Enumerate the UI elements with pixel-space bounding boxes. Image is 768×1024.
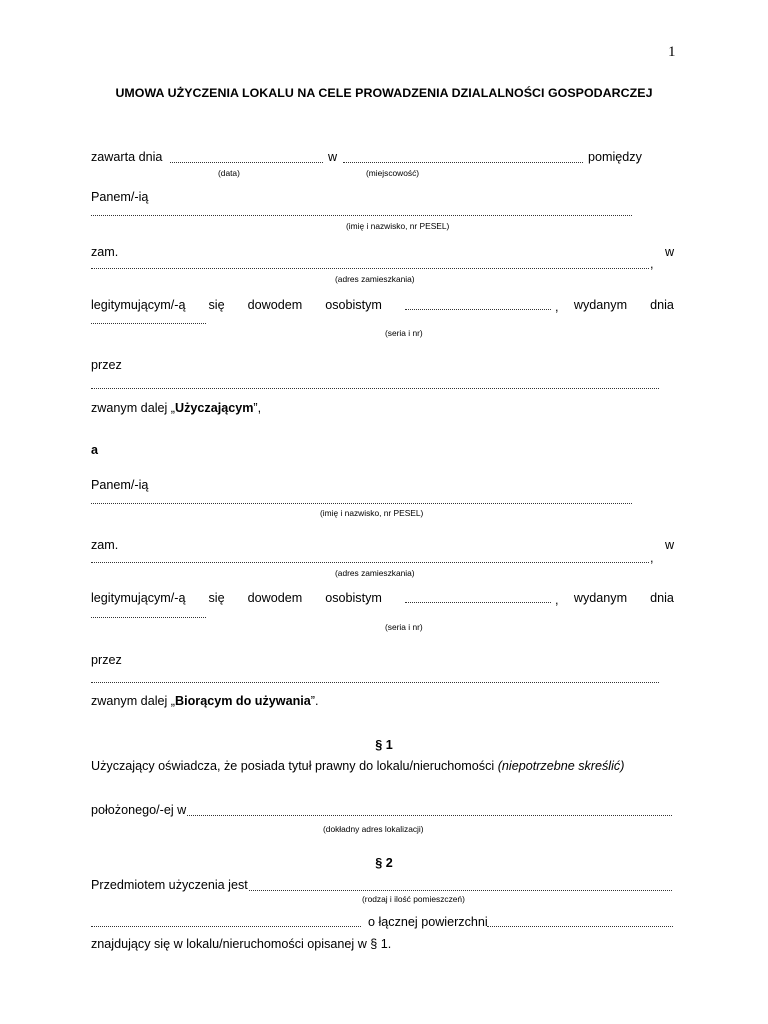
party2-id-row: [91, 591, 674, 605]
party1-id-number-field[interactable]: [405, 298, 551, 310]
party2-address-field[interactable]: [91, 562, 649, 563]
party1-address-caption: (adres zamieszkania): [335, 274, 415, 284]
section2-located-text: znajdujący się w lokalu/nieruchomości opisanej w § 1.: [91, 937, 392, 951]
party2-w-label: w: [665, 538, 675, 552]
party1-role: Użyczającym: [175, 401, 254, 415]
pomiedzy-label: pomiędzy: [588, 150, 642, 164]
party1-id-caption: (seria i nr): [385, 328, 423, 338]
section1-located-label: położonego/-ej w: [91, 803, 187, 817]
party2-wydanym-label: wydanym: [573, 591, 628, 605]
section2-rooms-field-continued[interactable]: [91, 926, 361, 927]
party1-represented-field[interactable]: [91, 388, 659, 389]
party2-panem-label: Panem/-ią: [91, 478, 149, 492]
party2-id-caption: (seria i nr): [385, 622, 423, 632]
party1-przez-label: przez: [91, 358, 122, 372]
section1-address-field[interactable]: [187, 815, 672, 816]
party1-id-word: legitymującym/-ą: [91, 298, 186, 312]
party1-dnia-label: dnia: [650, 298, 674, 312]
party2-id-number-field[interactable]: [405, 591, 551, 603]
party2-name-caption: (imię i nazwisko, nr PESEL): [320, 508, 424, 518]
party1-wydanym-label: wydanym: [573, 298, 628, 312]
party2-id-word: legitymującym/-ą: [91, 591, 186, 605]
party2-id-word: osobistym: [325, 591, 382, 605]
party1-issue-date-field[interactable]: [91, 323, 206, 324]
document-title: UMOWA UŻYCZENIA LOKALU NA CELE PROWADZENIA DZIALALNOŚCI GOSPODARCZEJ: [115, 86, 653, 100]
party2-zam-label: zam.: [91, 538, 119, 552]
party1-w-label: w: [665, 245, 675, 259]
w-label: w: [328, 150, 338, 164]
party2-id-word: się: [208, 591, 225, 605]
section2-area-label: o łącznej powierzchni: [368, 915, 488, 929]
zawarta-label: zawarta dnia: [91, 150, 163, 164]
party2-role: Biorącym do używania: [175, 694, 311, 708]
party1-panem-label: Panem/-ią: [91, 190, 149, 204]
section2-subject-label: Przedmiotem użyczenia jest: [91, 878, 248, 892]
party1-zam-label: zam.: [91, 245, 119, 259]
party2-address-caption: (adres zamieszkania): [335, 568, 415, 578]
party1-address-field[interactable]: [91, 268, 649, 269]
place-field[interactable]: [343, 162, 583, 163]
section2-rooms-field[interactable]: [249, 890, 672, 891]
section1-note: (niepotrzebne skreślić): [497, 759, 625, 773]
page-number: 1: [668, 44, 676, 60]
party2-represented-field[interactable]: [91, 682, 659, 683]
section2-rooms-caption: (rodzaj i ilość pomieszczeń): [362, 894, 465, 904]
conjunction-a: a: [91, 443, 99, 457]
party2-przez-label: przez: [91, 653, 122, 667]
party1-id-word: osobistym: [325, 298, 382, 312]
section1-address-caption: (dokładny adres lokalizacji): [323, 824, 424, 834]
party2-id-word: dowodem: [247, 591, 303, 605]
party2-issue-date-field[interactable]: [91, 617, 206, 618]
party1-id-row: [91, 298, 674, 312]
party1-id-word: się: [208, 298, 225, 312]
section1-text: Użyczający oświadcza, że posiada tytuł prawny do lokalu/nieruchomości (niepotrzebne skreślić): [91, 759, 625, 773]
place-caption: (miejscowość): [366, 168, 420, 178]
party1-id-word: dowodem: [247, 298, 303, 312]
section2-area-field[interactable]: [487, 926, 673, 927]
party1-name-caption: (imię i nazwisko, nr PESEL): [346, 221, 450, 231]
section1-heading: § 1: [375, 738, 393, 752]
party1-zwanym: zwanym dalej „Użyczającym”,: [91, 401, 262, 415]
section2-heading: § 2: [375, 856, 393, 870]
party2-zwanym: zwanym dalej „Biorącym do używania”.: [91, 694, 319, 708]
party2-dnia-label: dnia: [650, 591, 674, 605]
document-page: 1 UMOWA UŻYCZENIA LOKALU NA CELE PROWADZENIA DZIALALNOŚCI GOSPODARCZEJ zawarta dnia w pomiędzy (data) (miejscowość) Panem/-ią (imię i nazwisko, nr PESEL) zam. w , (adres zamieszkania) legitymującym/-ą się dowodem osobistym wydanym dnia , (seria i nr) przez zwanym dalej „Użyczającym”, a Panem/-ią (imię i nazwisko, nr PESEL) zam. w , (adres zamieszkania) legitymującym/-ą się dowodem osobistym wydanym dnia , (seria i nr) przez zwanym dalej „Biorącym do używania”. § 1 Użyczający oświadcza, że posiada tytuł prawny do lokalu/nieruchomości (niepotrzebne skreślić) położonego/-ej w (dokładny adres lokalizacji) § 2 Przedmiotem użyczenia jest (rodzaj i ilość pomieszczeń) o łącznej powierzchni znajdujący się w lokalu/nieruchomości opisanej w § 1.: [0, 0, 768, 1024]
party2-name-field[interactable]: [91, 503, 632, 504]
date-caption: (data): [218, 168, 240, 178]
date-field[interactable]: [170, 162, 323, 163]
party1-name-field[interactable]: [91, 215, 632, 216]
